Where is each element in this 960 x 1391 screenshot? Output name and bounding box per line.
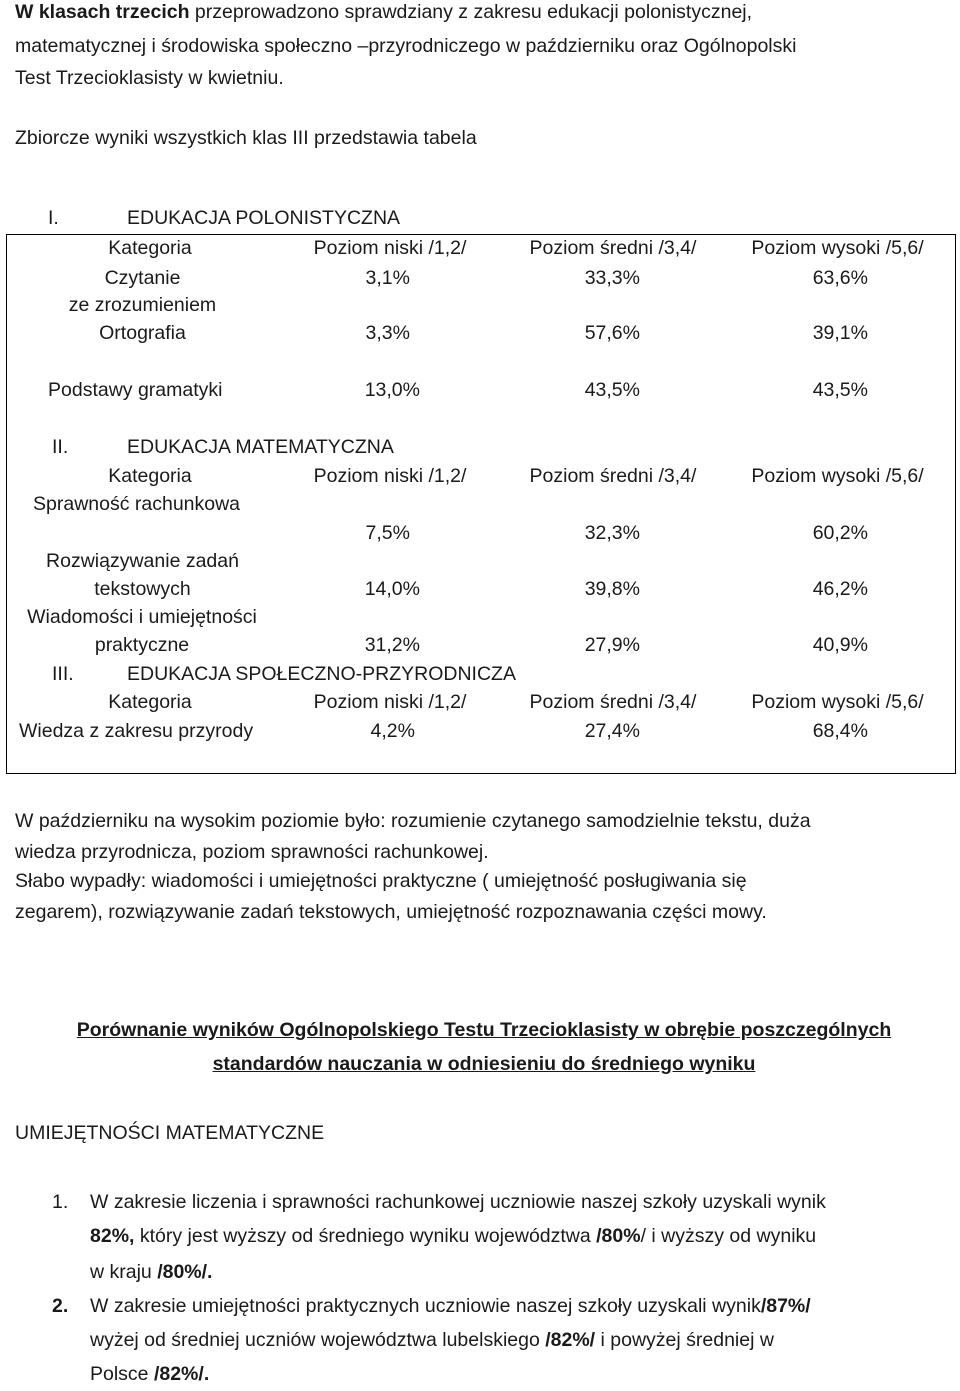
intro-line-1	[15, 0, 752, 27]
row-low: 7,5%	[365, 522, 410, 544]
header-category: Kategoria	[108, 237, 192, 259]
row-high: 43,5%	[812, 379, 868, 401]
section-2-title: EDUKACJA MATEMATYCZNA	[127, 436, 394, 458]
row-low: 4,2%	[370, 720, 415, 742]
row-category: Sprawność rachunkowa	[33, 493, 241, 515]
item-1-number: 1.	[52, 1191, 69, 1213]
header-category: Kategoria	[108, 691, 192, 713]
row-mid: 33,3%	[584, 267, 640, 289]
row-category-cont: tekstowych	[94, 578, 191, 600]
item-2-line-3	[90, 1357, 209, 1391]
intro-lead: W klasach trzecich	[15, 1, 190, 23]
row-high: 46,2%	[812, 578, 868, 600]
intro-line-2: matematycznej i środowiska społeczno –przyrodniczego w październiku oraz Ogólnopolski	[15, 35, 797, 57]
summary-line-2: wiedza przyrodnicza, poziom sprawności rachunkowej.	[15, 841, 489, 863]
item-2-text: i powyżej średniej w	[595, 1329, 774, 1351]
table-border	[6, 773, 956, 774]
row-mid: 43,5%	[584, 379, 640, 401]
item-2-text: W zakresie umiejętności praktycznych uczniowie naszej szkoły uzyskali wynik	[90, 1295, 761, 1317]
row-mid: 27,9%	[584, 634, 640, 656]
row-high: 39,1%	[812, 322, 868, 344]
item-1-country-score: /80%/.	[157, 1261, 213, 1283]
item-2-school-score: /87%/	[760, 1295, 811, 1317]
header-high: Poziom wysoki /5,6/	[751, 237, 924, 259]
item-1-text: który jest wyższy od średniego wyniku województwa	[134, 1225, 597, 1247]
row-mid: 39,8%	[584, 578, 640, 600]
intro-line-4: Zbiorcze wyniki wszystkich klas III przedstawia tabela	[15, 127, 477, 149]
table-border	[955, 234, 956, 774]
section-1-title: EDUKACJA POLONISTYCZNA	[127, 207, 401, 229]
row-low: 14,0%	[364, 578, 420, 600]
item-2-text: wyżej od średniej uczniów województwa lubelskiego	[90, 1329, 546, 1351]
header-low: Poziom niski /1,2/	[313, 691, 467, 713]
row-category-cont: ze zrozumieniem	[68, 294, 217, 316]
intro-line-1-rest: przeprowadzono sprawdziany z zakresu edukacji polonistycznej,	[189, 1, 753, 23]
table-border	[6, 234, 956, 235]
item-2-region-score: /82%/	[545, 1329, 596, 1351]
header-mid: Poziom średni /3,4/	[529, 237, 697, 259]
row-low: 13,0%	[364, 379, 420, 401]
item-2-number: 2.	[52, 1295, 69, 1317]
header-mid: Poziom średni /3,4/	[529, 691, 697, 713]
section-3-title: EDUKACJA SPOŁECZNO-PRZYRODNICZA	[127, 663, 516, 685]
item-1-region-score: /80%	[596, 1225, 641, 1247]
row-category: Wiadomości i umiejętności	[27, 606, 257, 628]
row-category: Czytanie	[104, 267, 181, 289]
header-mid: Poziom średni /3,4/	[529, 465, 697, 487]
comparison-heading-1: Porównanie wyników Ogólnopolskiego Testu Trzecioklasisty w obrębie poszczególnych	[76, 1019, 892, 1041]
row-low: 3,3%	[365, 322, 410, 344]
row-category: Wiedza z zakresu przyrody	[19, 720, 254, 742]
intro-line-3: Test Trzecioklasisty w kwietniu.	[15, 67, 284, 89]
row-high: 63,6%	[812, 267, 868, 289]
table-border	[6, 234, 7, 774]
row-mid: 32,3%	[584, 522, 640, 544]
summary-line-3: Słabo wypadły: wiadomości i umiejętności praktyczne ( umiejętność posługiwania się	[15, 870, 747, 892]
row-mid: 57,6%	[584, 322, 640, 344]
row-category: Podstawy gramatyki	[48, 379, 223, 401]
row-high: 68,4%	[812, 720, 868, 742]
header-high: Poziom wysoki /5,6/	[751, 465, 924, 487]
item-2-line-2	[90, 1323, 774, 1357]
header-low: Poziom niski /1,2/	[313, 465, 467, 487]
item-1-text: W zakresie liczenia i sprawności rachunkowej uczniowie naszej szkoły uzyskali wynik	[90, 1191, 826, 1213]
row-low: 31,2%	[364, 634, 420, 656]
item-2-text: Polsce	[90, 1363, 154, 1385]
item-1-line-2	[90, 1219, 816, 1253]
header-category: Kategoria	[108, 465, 192, 487]
row-mid: 27,4%	[584, 720, 640, 742]
item-1-school-score: 82%,	[90, 1225, 135, 1247]
summary-line-4: zegarem), rozwiązywanie zadań tekstowych, umiejętność rozpoznawania części mowy.	[15, 901, 767, 923]
header-high: Poziom wysoki /5,6/	[751, 691, 924, 713]
row-category-cont: praktyczne	[94, 634, 190, 656]
item-1-line-3	[90, 1255, 212, 1289]
section-3-numeral: III.	[52, 663, 74, 685]
item-2-country-score: /82%/.	[153, 1363, 210, 1385]
item-1-line-1	[90, 1185, 952, 1219]
item-1-text: w kraju	[90, 1261, 158, 1283]
header-low: Poziom niski /1,2/	[313, 237, 467, 259]
row-high: 40,9%	[812, 634, 868, 656]
row-low: 3,1%	[365, 267, 410, 289]
item-1-text: / i wyższy od wyniku	[640, 1225, 817, 1247]
comparison-subheading: UMIEJĘTNOŚCI MATEMATYCZNE	[15, 1122, 325, 1144]
summary-line-1: W październiku na wysokim poziomie było: rozumienie czytanego samodzielnie tekstu, duża	[15, 810, 811, 832]
row-category: Rozwiązywanie zadań	[46, 550, 239, 572]
section-1-numeral: I.	[48, 207, 59, 229]
row-category: Ortografia	[99, 322, 186, 344]
section-2-numeral: II.	[52, 436, 69, 458]
row-high: 60,2%	[812, 522, 868, 544]
item-2-line-1	[90, 1289, 811, 1323]
comparison-heading-2: standardów nauczania w odniesieniu do średniego wyniku	[212, 1053, 756, 1075]
